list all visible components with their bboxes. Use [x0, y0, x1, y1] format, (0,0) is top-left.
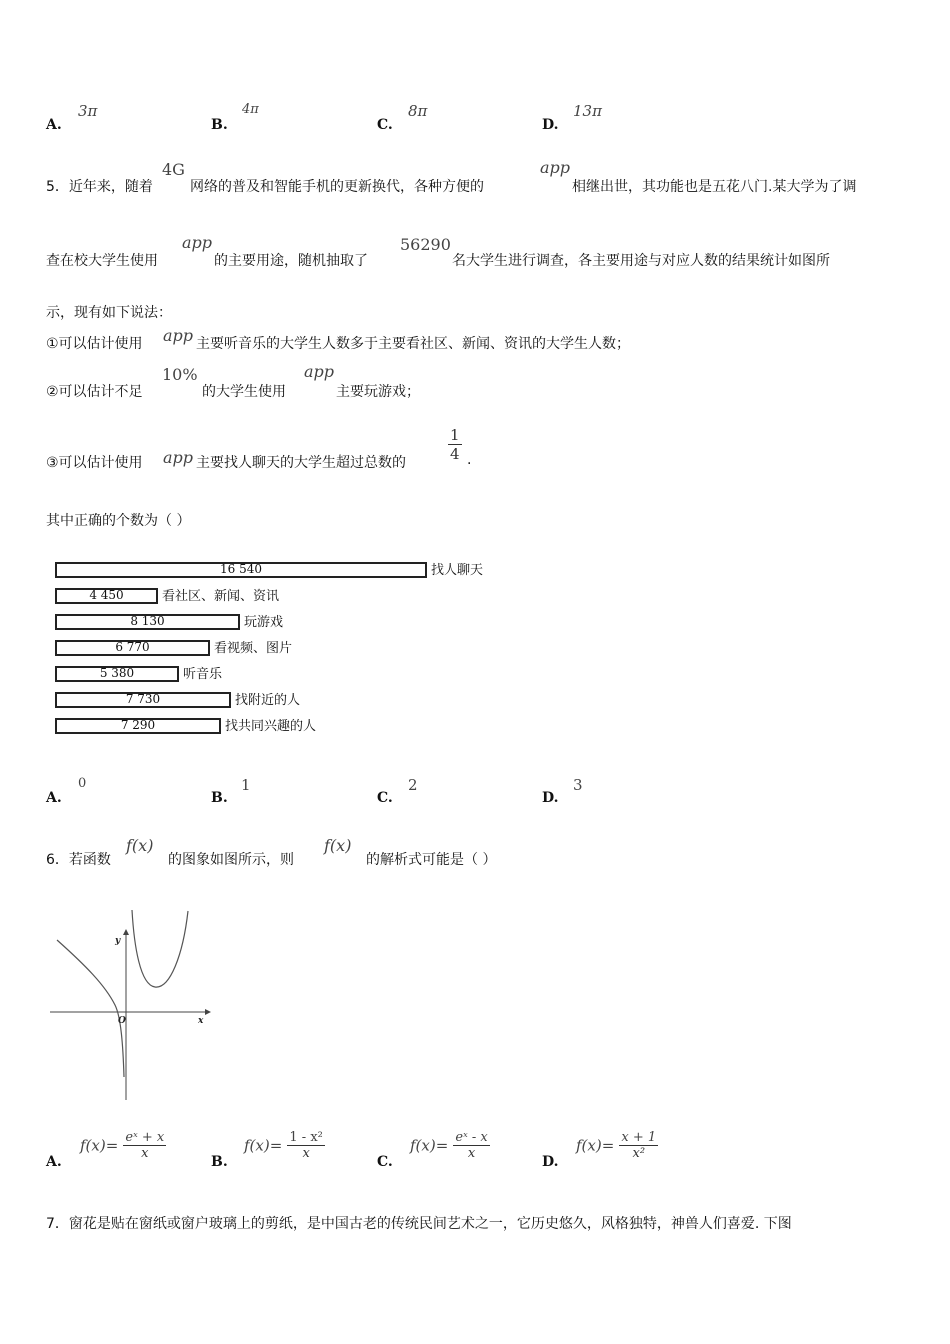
q6-option-a-formula [80, 1130, 166, 1161]
q5-statement-3-b: 主要找人聊天的大学生超过总数的 [196, 455, 406, 471]
y-axis-arrow [123, 929, 129, 935]
bar-value-label: 7 290 [120, 718, 156, 732]
q5-statement-1-b: 主要听音乐的大学生人数多于主要看社区、新闻、资讯的大学生人数； [196, 336, 630, 352]
q5-app-2: app [182, 233, 213, 252]
q4-option-b-letter: B. [211, 117, 228, 133]
function-graph [45, 905, 215, 1105]
bar-5 [55, 692, 231, 708]
bar-1 [55, 588, 158, 604]
bar-category-label: 看视频、图片 [214, 641, 293, 656]
q4-option-d-letter: D. [542, 117, 559, 133]
q6-option-d-formula [576, 1130, 658, 1161]
q4-option-b-value: 4π [242, 102, 259, 117]
fraction-numerator: 1 [450, 426, 460, 444]
q6-option-d-num: x + 1 [621, 1130, 657, 1145]
x-axis-arrow [205, 1009, 211, 1015]
q5-statement-3-a: ③可以估计使用 [46, 455, 143, 471]
q6-option-a-den: x [141, 1146, 149, 1161]
bar-0 [55, 562, 427, 578]
right-branch-curve [132, 910, 188, 987]
q6-option-c-den: x [467, 1146, 476, 1161]
bar-category-label: 找附近的人 [235, 693, 301, 708]
q6-option-c-num: eˣ - x [455, 1130, 488, 1145]
q5-option-c-letter: C. [377, 790, 393, 806]
q6-option-b-num: 1 - x² [289, 1130, 323, 1145]
q5-option-b-letter: B. [211, 790, 228, 806]
q6-option-b-formula [244, 1130, 325, 1161]
q5-statement-2-b: 的大学生使用 [202, 384, 286, 400]
q6-option-b-den: x [302, 1146, 310, 1161]
q6-option-c-formula [410, 1130, 490, 1161]
q5-option-d-letter: D. [542, 790, 559, 806]
q5-sample-size: 56290 [400, 235, 451, 254]
q5-question: 其中正确的个数为（ ） [46, 513, 191, 529]
fraction-denominator: 4 [450, 445, 460, 463]
bar-3 [55, 640, 210, 656]
q5-app-4: app [304, 362, 335, 381]
q6-option-d-letter: D. [542, 1154, 559, 1170]
q6-option-c-letter: C. [377, 1154, 393, 1170]
q5-option-c-value: 2 [408, 776, 418, 794]
q5-percent: 10% [162, 365, 198, 384]
bar-4 [55, 666, 179, 682]
q6-text-a: 6．若函数 [46, 852, 111, 868]
q6-text-b: 的图象如图所示，则 [168, 852, 294, 868]
q6-fx-2: f(x) [324, 836, 352, 855]
origin-label: O [118, 1016, 126, 1026]
bar-value-label: 8 130 [130, 614, 165, 628]
left-branch-curve [57, 940, 124, 1077]
q6-option-a-num: eˣ + x [125, 1130, 165, 1145]
bar-category-label: 找共同兴趣的人 [225, 719, 317, 734]
bar-2 [55, 614, 240, 630]
axis-y-label: y [115, 936, 121, 946]
q6-option-b-lhs: f(x)= [244, 1136, 283, 1155]
q6-fx-1: f(x) [126, 836, 154, 855]
bar-6 [55, 718, 221, 734]
q5-statement-3-end: . [467, 452, 472, 468]
q6-option-a-letter: A. [46, 1154, 62, 1170]
q6-option-d-den: x² [632, 1146, 646, 1161]
q6-option-c-lhs: f(x)= [410, 1136, 449, 1155]
q5-app-1: app [540, 158, 571, 177]
q5-line2-b: 的主要用途，随机抽取了 [214, 253, 368, 269]
q6-text-c: 的解析式可能是（ ） [366, 852, 497, 868]
q5-line3: 示，现有如下说法： [46, 305, 172, 321]
bar-category-label: 玩游戏 [244, 615, 284, 630]
q4-option-a-value: 3π [78, 102, 98, 120]
q4-option-c-value: 8π [408, 102, 428, 120]
q6-option-a-lhs: f(x)= [80, 1136, 119, 1155]
q4-option-d-value: 13π [573, 102, 602, 120]
q5-option-a-value: 0 [78, 776, 87, 791]
q5-app-3: app [163, 326, 194, 345]
q5-line1-c: 相继出世，其功能也是五花八门.某大学为了调 [572, 179, 857, 195]
q7-text: 7．窗花是贴在窗纸或窗户玻璃上的剪纸，是中国古老的传统民间艺术之一，它历史悠久，风格独特，神兽人们喜爱. 下图 [46, 1216, 792, 1232]
q5-option-a-letter: A. [46, 790, 62, 806]
bar-value-label: 7 730 [125, 692, 161, 706]
q5-line1-b: 网络的普及和智能手机的更新换代，各种方便的 [190, 179, 484, 195]
bar-category-label: 找人聊天 [431, 563, 484, 578]
q5-statement-2-c: 主要玩游戏； [336, 384, 420, 400]
bar-category-label: 看社区、新闻、资讯 [162, 589, 280, 604]
q5-option-b-value: 1 [241, 776, 251, 794]
q6-option-d-lhs: f(x)= [576, 1136, 615, 1155]
q5-line2-a: 查在校大学生使用 [46, 253, 158, 269]
bar-value-label: 6 770 [115, 640, 150, 654]
q5-app-5: app [163, 448, 194, 467]
q6-option-b-letter: B. [211, 1154, 228, 1170]
axis-x-label: x [198, 1016, 204, 1026]
q5-line2-c: 名大学生进行调查，各主要用途与对应人数的结果统计如图所 [452, 253, 830, 269]
q5-4g: 4G [162, 160, 185, 179]
bar-value-label: 16 540 [220, 562, 262, 576]
q5-statement-1-a: ①可以估计使用 [46, 336, 143, 352]
q4-option-a-letter: A. [46, 117, 62, 133]
q5-fraction-quarter [448, 426, 462, 463]
bar-category-label: 听音乐 [183, 667, 223, 682]
bar-value-label: 4 450 [89, 588, 124, 602]
bar-value-label: 5 380 [99, 666, 135, 680]
q5-statement-2-a: ②可以估计不足 [46, 384, 143, 400]
q5-line1-a: 5．近年来，随着 [46, 179, 153, 195]
q5-option-d-value: 3 [573, 776, 583, 794]
q4-option-c-letter: C. [377, 117, 393, 133]
